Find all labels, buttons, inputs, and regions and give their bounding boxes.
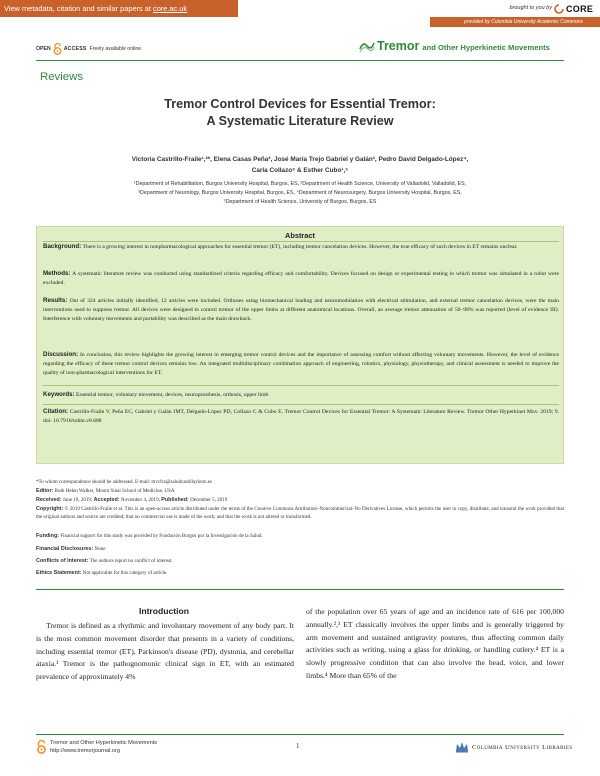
open-access-lock-icon	[36, 740, 47, 754]
crown-icon	[455, 741, 469, 753]
funding-label: Funding:	[36, 533, 60, 539]
dates-line	[36, 496, 564, 504]
core-logo-text: CORE	[566, 3, 594, 14]
methods-label: Methods:	[43, 270, 71, 277]
article-title-line2: A Systematic Literature Review	[206, 114, 394, 128]
conflicts-text: The authors report no conflict of interest.	[88, 558, 173, 564]
abstract-keywords	[43, 391, 559, 400]
copyright-label: Copyright:	[36, 506, 64, 512]
published-label: Published:	[161, 497, 189, 503]
conflicts-label: Conflicts of Interest:	[36, 558, 89, 564]
funding-line	[36, 532, 564, 540]
results-label: Results:	[43, 297, 68, 304]
authors-line2: Carla Collazo⁵ & Esther Cubo¹,⁵	[251, 167, 349, 174]
abstract-rule-mid	[43, 385, 559, 386]
disclosures-text: None	[93, 546, 106, 552]
core-logo-icon	[554, 4, 564, 14]
abstract-rule-top	[43, 241, 559, 242]
correspondence-note: *To whom correspondence should be addressed. E-mail: mvcfra@saludcastillayleon.es	[36, 479, 212, 485]
abstract-methods	[43, 270, 559, 288]
abstract-discussion	[43, 351, 559, 377]
ethics-label: Ethics Statement:	[36, 570, 82, 576]
abstract-results	[43, 297, 559, 323]
received-label: Received:	[36, 497, 62, 503]
core-banner[interactable]	[0, 0, 238, 17]
ethics-line	[36, 569, 564, 577]
editor-label: Editor:	[36, 488, 54, 494]
core-link[interactable]: core.ac.uk	[153, 4, 188, 13]
discussion-text: In conclusion, this review highlights the growing interest in emerging tremor control devices and the importance of assessing comfort without affecting voluntary movements. However, the level of evidence regarding the efficacy of these tremor control devices remains low. An integrated multidisciplinary combination approach of engineering, robotics, physiology, physiotherapy, and clinical assessment is needed to improve the quality of non-pharmacological interventions for ET.	[43, 352, 559, 376]
header-rule	[36, 60, 564, 61]
body-rule	[36, 589, 564, 590]
body-left-column: Tremor is defined as a rhythmic and involuntary movement of any body part. It is the most common movement disorder that presents in a variety of conditions, including essential tremor (ET), Parkinson's disease (PD), dystonia, and cerebellar ataxia.¹ Tremor is the pathognomonic clinical sign in ET, with an estimated prevalence of approximately 4%	[36, 621, 294, 681]
body-right-column: of the population over 65 years of age and an incidence rate of 616 per 100,000 annually.²,³ ET classically involves the upper limbs and is generally triggered by arm movement and sustained antigravity postures, thus affecting common daily activities such as writing, using a glass for drinking, or handling cutlery.⁴ ET is a slowly progressive condition that can also involve the head, voice, and lower limbs.⁴ More than 65% of the	[306, 607, 564, 680]
authors-line1: Victoria Castrillo-Fraile¹,²*, Elena Casas Peña², José María Trejo Gabriel y Galán³, Pedro David Delgado-López⁴,	[131, 156, 469, 163]
keywords-text: Essential tremor, voluntary movement, devices, neuroprosthesis, orthosis, upper limb	[74, 392, 269, 398]
columbia-libraries-text: Columbia University Libraries	[472, 743, 573, 751]
conflicts-line	[36, 557, 564, 565]
abstract-citation	[43, 408, 559, 426]
background-label: Background:	[43, 243, 82, 250]
open-access-brand: ACCESS	[63, 46, 87, 52]
keywords-label: Keywords:	[43, 391, 75, 398]
journal-subtitle: and Other Hyperkinetic Movements	[422, 42, 550, 52]
affiliation-line1: ¹Department of Rehabilitation, Burgos University Hospital, Burgos, ES, ²Department of Health Science, University of Valladolid, Valladolid, ES,	[133, 181, 467, 187]
core-banner-text: View metadata, citation and similar papers at	[4, 4, 153, 13]
footer-journal-name: Tremor and Other Hyperkinetic Movements	[50, 740, 158, 746]
ethics-text: Not applicable for this category of article.	[81, 570, 168, 576]
published-text: December 5, 2019	[188, 497, 228, 503]
abstract-box	[36, 226, 564, 464]
accepted-label: Accepted:	[93, 497, 120, 503]
introduction-heading: Introduction	[138, 606, 190, 616]
received-text: June 19, 2019;	[61, 497, 94, 503]
journal-header	[359, 38, 550, 54]
article-category: Reviews	[40, 71, 84, 83]
core-brought-by: brought to you by	[509, 5, 552, 11]
abstract-heading: Abstract	[285, 231, 315, 240]
accepted-text: November 4, 2019;	[119, 497, 162, 503]
open-lock-icon	[53, 43, 62, 55]
article-title-line1: Tremor Control Devices for Essential Tremor:	[164, 97, 436, 111]
open-access-label: OPEN	[36, 46, 51, 52]
editor-text: Ruth Helen Walker, Mount Sinai School of Medicine, USA	[53, 488, 175, 494]
page-number: 1	[296, 742, 300, 750]
abstract-background	[43, 243, 559, 252]
abstract-rule-low	[43, 404, 559, 405]
copyright-text: © 2019 Castrillo-Fraile et al. This is an open-access article distributed under the terms of the Creative Commons Attribution–Noncommercial–No Derivatives License, which permits the user to copy, distribute, and transmit the work provided that the original authors and source are credited; that no commercial use is made of the work; and that the work is not altered or transformed.	[36, 506, 564, 520]
disclosures-label: Financial Disclosures:	[36, 546, 94, 552]
discussion-label: Discussion:	[43, 351, 79, 358]
core-logo[interactable]	[554, 0, 594, 17]
citation-label: Citation:	[43, 408, 69, 415]
footer-rule	[36, 734, 564, 735]
affiliation-line3: ⁵Department of Health Science, University of Burgos, Burgos, ES	[223, 199, 377, 205]
editor-line	[36, 487, 564, 495]
background-text: There is a growing interest in nonpharmacological approaches for essential tremor (ET), including tremor cancelation devices. However, the true efficacy of such devices in ET remains unclear.	[81, 244, 518, 250]
core-provided-by: provided by Columbia University Academic Commons	[430, 17, 600, 27]
copyright-line	[36, 505, 564, 521]
disclosures-line	[36, 545, 564, 553]
journal-name: Tremor	[377, 39, 420, 53]
open-access-badge	[36, 43, 141, 55]
methods-text: A systematic literature review was conducted using standardized criteria regarding efficacy and comfortability. Devices focused on design or experimental testing in which tremor was simulated in a robot were excluded.	[43, 271, 559, 286]
citation-text: Castrillo-Fraile V, Peña EC, Gabriel y Galán JMT, Delgado-López PD, Collazo C & Cubo E. Tremor Control Devices for Essential Tremor: A Systematic Literature Review. Tremor Other Hyperkinet Mov. 2019; 9. doi: 10.7916/tohm.v0.688	[43, 409, 559, 424]
footer-journal	[50, 740, 157, 755]
funding-text: Financial support for this study was provided by Fundación Burgos por la Investigación de la Salud.	[59, 533, 263, 539]
footer-journal-url[interactable]: http://www.tremorjournal.org	[50, 747, 120, 754]
columbia-libraries-logo	[455, 741, 573, 753]
results-text: Out of 324 articles initially identified, 12 articles were included. Orthoses using biomechanical loading and neuromodulation with electrical stimulation, and external tremor cancelation devices, were the main interventions used to suppress tremor. All devices were designed to control tremor of the upper limbs at different anatomical locations. Overall, an average tremor attenuation of 50–98% was reported (level of evidence III). Interference with voluntary movements and portability was described as the main drawback.	[43, 298, 559, 322]
tremor-logo-icon	[359, 38, 375, 54]
affiliation-line2: ³Department of Neurology, Burgos University Hospital, Burgos, ES, ⁴Department of Neurosurgery, Burgos University Hospital, Burgos, ES,	[138, 190, 462, 196]
open-access-tagline: Freely available online	[89, 46, 142, 52]
